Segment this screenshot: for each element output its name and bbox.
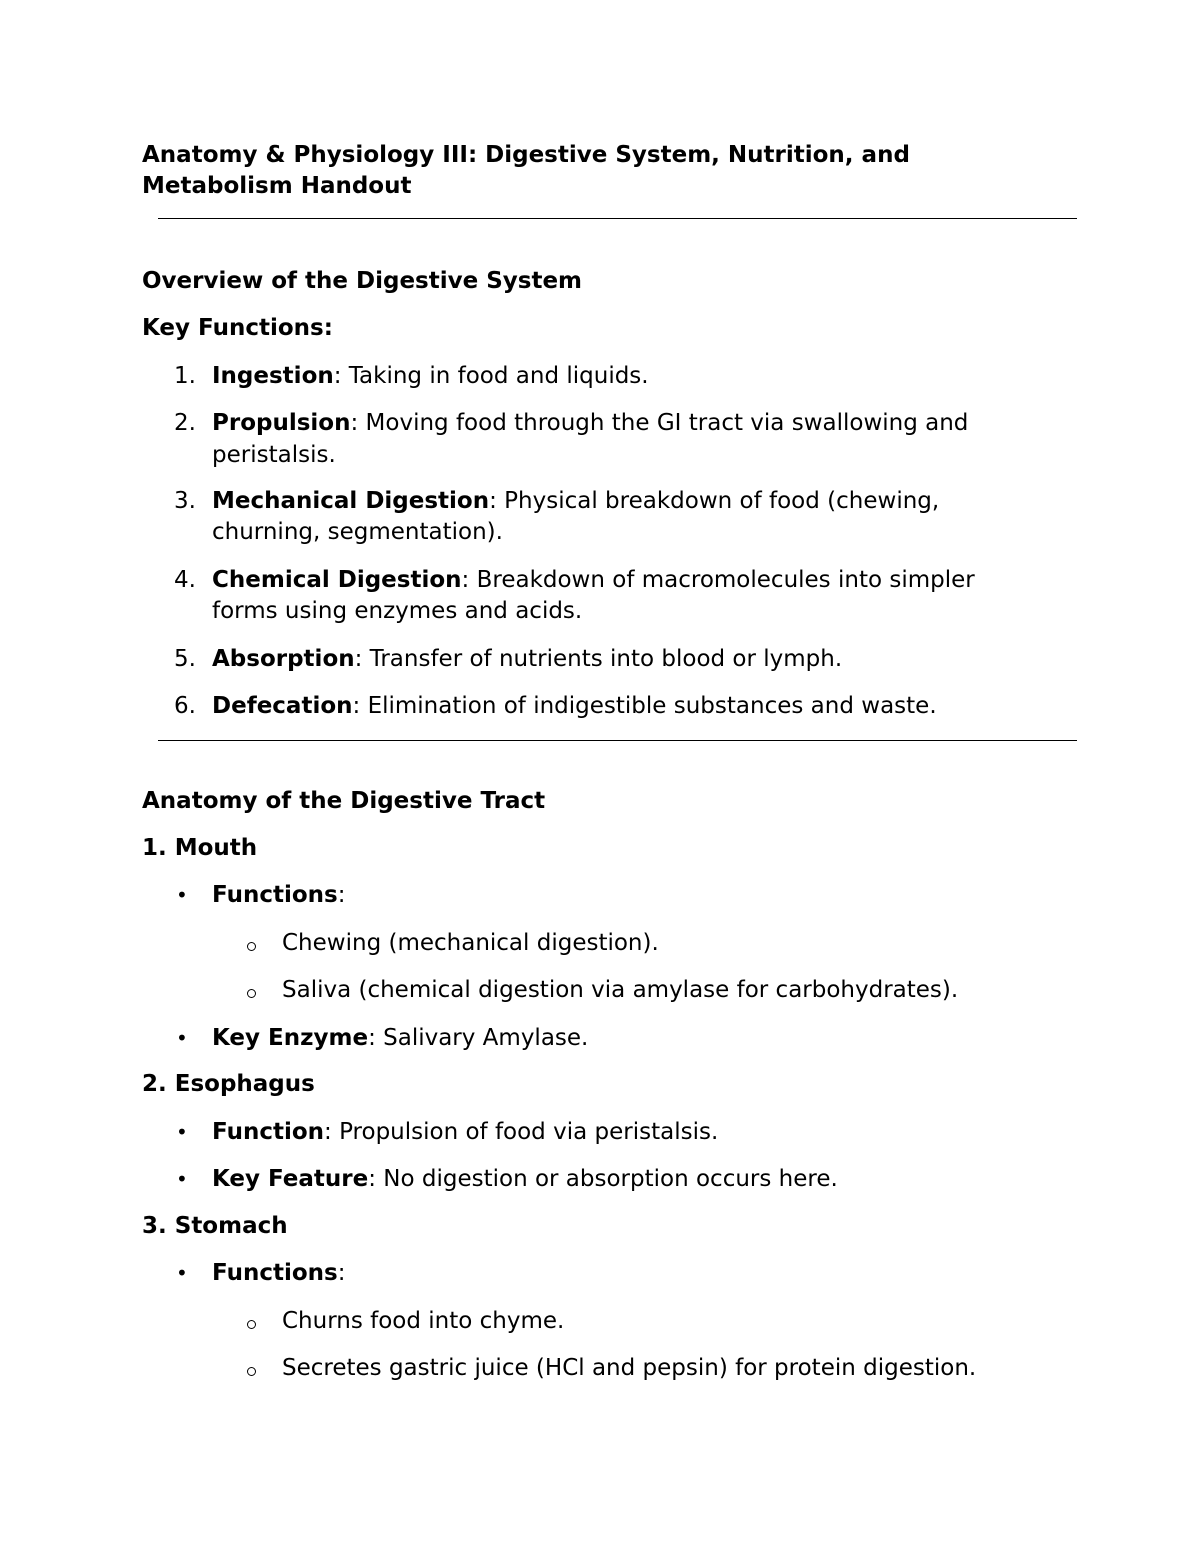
- list-item-term: Ingestion: [212, 363, 334, 389]
- list-item-continuation: peristalsis.: [212, 442, 336, 468]
- anatomy-heading: Anatomy of the Digestive Tract: [142, 788, 546, 814]
- list-item-desc: : Taking in food and liquids.: [333, 363, 649, 389]
- bullet-icon: •: [176, 883, 188, 907]
- sub-bullet-item: Chewing (mechanical digestion).: [282, 930, 659, 956]
- stomach-heading: 3. Stomach: [142, 1213, 288, 1239]
- bullet-item: [212, 1117, 718, 1148]
- list-item-term: Propulsion: [212, 410, 351, 436]
- circle-bullet-icon: [247, 989, 256, 998]
- list-item-continuation: churning, segmentation).: [212, 519, 503, 545]
- bullet-item-term: Key Feature: [212, 1166, 369, 1192]
- bullet-item-desc: : Propulsion of food via peristalsis.: [324, 1119, 719, 1145]
- list-item-continuation: forms using enzymes and acids.: [212, 598, 583, 624]
- list-item-desc: : Physical breakdown of food (chewing,: [489, 488, 940, 514]
- bullet-item-desc: :: [337, 1260, 346, 1286]
- key-functions-label: Key Functions:: [142, 315, 333, 341]
- list-number: 6.: [174, 693, 196, 719]
- list-item: [212, 691, 937, 722]
- sub-bullet-item: Churns food into chyme.: [282, 1308, 565, 1334]
- list-number: 5.: [174, 646, 196, 672]
- list-item-term: Defecation: [212, 693, 353, 719]
- document-title-line-1: Anatomy & Physiology III: Digestive System, Nutrition, and: [142, 142, 910, 168]
- sub-bullet-item: Saliva (chemical digestion via amylase for carbohydrates).: [282, 977, 959, 1003]
- bullet-item: [212, 1164, 838, 1195]
- bullet-item: [212, 1023, 588, 1054]
- list-item: [212, 361, 649, 392]
- list-item: [212, 408, 968, 439]
- list-number: 3.: [174, 488, 196, 514]
- list-item-term: Absorption: [212, 646, 355, 672]
- horizontal-rule: [158, 740, 1077, 741]
- bullet-item: [212, 1258, 345, 1289]
- horizontal-rule: [158, 218, 1077, 219]
- list-item-desc: : Transfer of nutrients into blood or lymph.: [354, 646, 843, 672]
- bullet-icon: •: [176, 1167, 188, 1191]
- bullet-item-term: Functions: [212, 882, 338, 908]
- circle-bullet-icon: [247, 942, 256, 951]
- bullet-item-term: Function: [212, 1119, 325, 1145]
- bullet-item-term: Functions: [212, 1260, 338, 1286]
- bullet-item-term: Key Enzyme: [212, 1025, 369, 1051]
- circle-bullet-icon: [247, 1320, 256, 1329]
- list-item-term: Chemical Digestion: [212, 567, 462, 593]
- overview-heading: Overview of the Digestive System: [142, 268, 583, 294]
- list-item-term: Mechanical Digestion: [212, 488, 490, 514]
- bullet-icon: •: [176, 1261, 188, 1285]
- list-item: [212, 644, 842, 675]
- circle-bullet-icon: [247, 1367, 256, 1376]
- bullet-icon: •: [176, 1026, 188, 1050]
- list-number: 2.: [174, 410, 196, 436]
- list-number: 1.: [174, 363, 196, 389]
- list-item-desc: : Breakdown of macromolecules into simpler: [461, 567, 975, 593]
- bullet-item-desc: : Salivary Amylase.: [368, 1025, 589, 1051]
- list-item-desc: : Elimination of indigestible substances and waste.: [352, 693, 937, 719]
- bullet-item: [212, 880, 345, 911]
- list-item: [212, 486, 939, 517]
- list-item: [212, 565, 975, 596]
- list-item-desc: : Moving food through the GI tract via swallowing and: [350, 410, 969, 436]
- sub-bullet-item: Secretes gastric juice (HCl and pepsin) for protein digestion.: [282, 1355, 977, 1381]
- bullet-item-desc: : No digestion or absorption occurs here.: [368, 1166, 838, 1192]
- bullet-item-desc: :: [337, 882, 346, 908]
- document-title-line-2: Metabolism Handout: [142, 173, 412, 199]
- bullet-icon: •: [176, 1120, 188, 1144]
- esophagus-heading: 2. Esophagus: [142, 1071, 315, 1097]
- mouth-heading: 1. Mouth: [142, 835, 258, 861]
- list-number: 4.: [174, 567, 196, 593]
